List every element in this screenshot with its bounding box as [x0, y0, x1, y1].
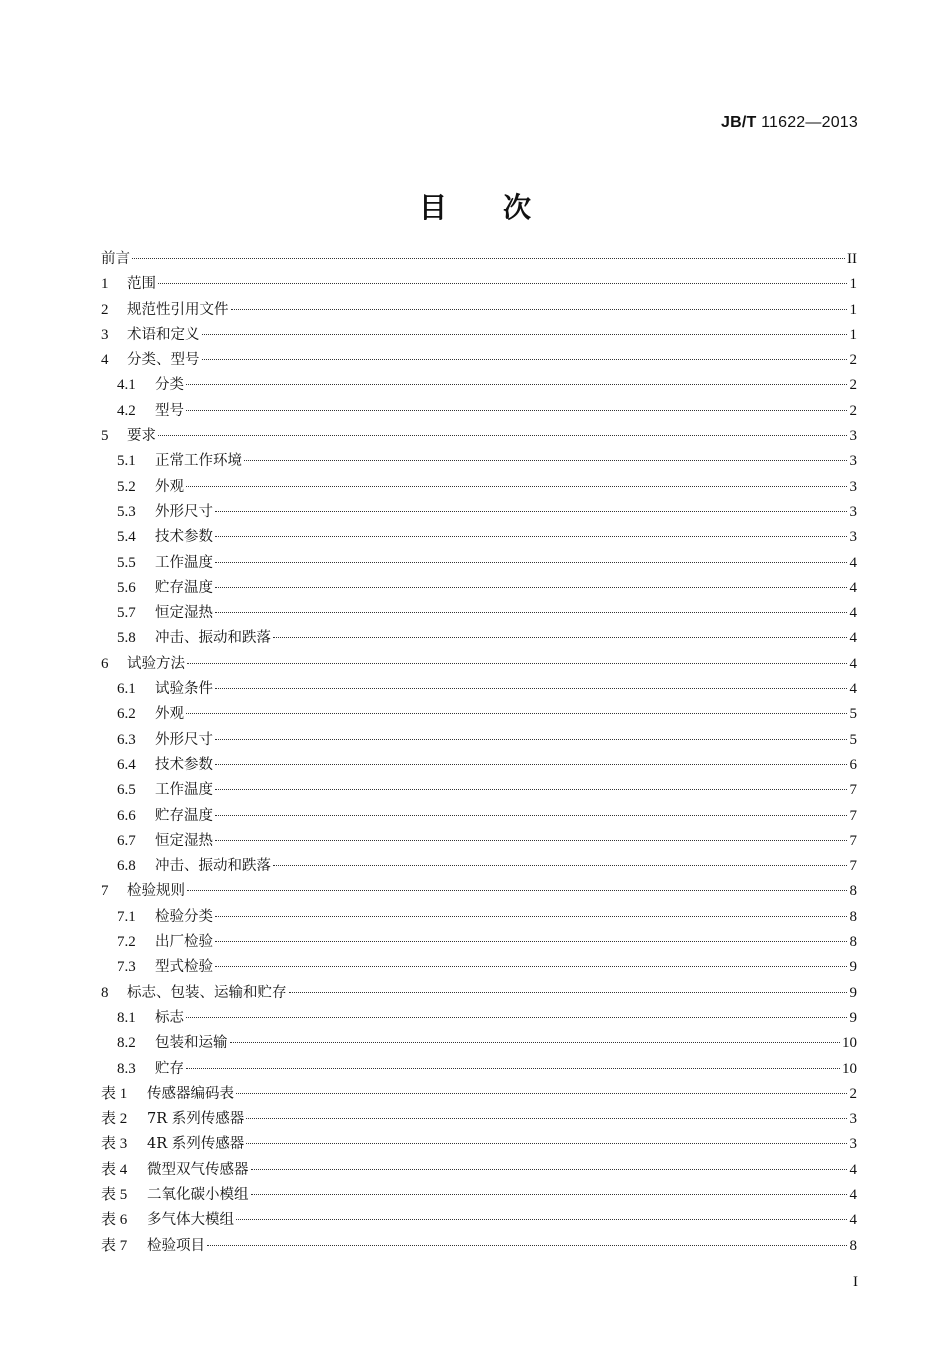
- toc-entry[interactable]: [101, 753, 857, 778]
- toc-entry-page: 3: [849, 428, 857, 445]
- toc-entry-title: 试验方法: [127, 655, 185, 672]
- toc-entry[interactable]: [101, 981, 857, 1006]
- toc-entry-title: 贮存温度: [155, 579, 213, 596]
- toc-entry-number: 1: [101, 276, 109, 293]
- toc-dot-leader: [202, 334, 848, 335]
- toc-entry[interactable]: [101, 677, 857, 702]
- toc-entry-number: 6.3: [117, 731, 136, 748]
- toc-entry-title: 试验条件: [155, 681, 213, 698]
- toc-entry-page: 3: [849, 478, 857, 495]
- toc-dot-leader: [215, 587, 847, 588]
- toc-entry-number: 7.3: [117, 959, 136, 976]
- toc-entry-page: 1: [849, 276, 857, 293]
- toc-entry-page: 8: [849, 1237, 857, 1254]
- toc-entry-title: 贮存温度: [155, 807, 213, 824]
- toc-entry[interactable]: [101, 323, 857, 348]
- toc-entry-number: 表 3: [101, 1136, 128, 1153]
- toc-entry-page: 2: [849, 352, 857, 369]
- toc-entry[interactable]: [101, 424, 857, 449]
- toc-entry-page: 4: [849, 681, 857, 698]
- toc-entry-title: 7R 系列传感器: [147, 1111, 245, 1128]
- toc-entry-title: 要求: [127, 428, 156, 445]
- toc-entry-title: 传感器编码表: [147, 1085, 234, 1102]
- toc-entry-page: 1: [849, 326, 857, 343]
- toc-dot-leader: [236, 1219, 847, 1220]
- page-number: I: [853, 1274, 858, 1290]
- toc-entry-number: 5.5: [117, 554, 136, 571]
- toc-entry-page: 4: [849, 655, 857, 672]
- toc-dot-leader: [215, 966, 847, 967]
- toc-entry[interactable]: [101, 475, 857, 500]
- toc-entry-title: 型号: [155, 402, 184, 419]
- toc-dot-leader: [202, 359, 848, 360]
- toc-entry[interactable]: [101, 728, 857, 753]
- toc-dot-leader: [186, 1017, 847, 1018]
- toc-entry-number: 6.8: [117, 858, 136, 875]
- toc-entry-title: 外形尺寸: [155, 731, 213, 748]
- toc-entry-title: 标志: [155, 1009, 184, 1026]
- toc-entry-number: 表 6: [101, 1212, 128, 1229]
- toc-entry-page: 7: [849, 807, 857, 824]
- toc-entry-number: 表 5: [101, 1186, 128, 1203]
- toc-entry-number: 表 4: [101, 1161, 128, 1178]
- toc-dot-leader: [215, 688, 847, 689]
- toc-entry-title: 贮存: [155, 1060, 184, 1077]
- toc-dot-leader: [186, 410, 847, 411]
- toc-dot-leader: [187, 663, 847, 664]
- toc-entry[interactable]: [101, 449, 857, 474]
- toc-entry-title: 冲击、振动和跌落: [155, 630, 271, 647]
- toc-entry-page: II: [847, 251, 857, 267]
- toc-entry-title: 二氧化碳小模组: [147, 1186, 249, 1203]
- toc-dot-leader: [289, 992, 848, 993]
- toc-entry-number: 8.1: [117, 1009, 136, 1026]
- toc-dot-leader: [215, 511, 847, 512]
- toc-entry[interactable]: [101, 601, 857, 626]
- toc-dot-leader: [244, 460, 847, 461]
- toc-entry-title: 范围: [127, 276, 156, 293]
- toc-entry-title: 工作温度: [155, 782, 213, 799]
- toc-entry-title: 标志、包装、运输和贮存: [127, 984, 287, 1001]
- toc-entry-page: 2: [849, 377, 857, 394]
- toc-entry-title: 术语和定义: [127, 326, 200, 343]
- toc-entry-number: 3: [101, 326, 109, 343]
- toc-dot-leader: [186, 1068, 840, 1069]
- toc-entry-page: 2: [849, 1085, 857, 1102]
- toc-entry[interactable]: [101, 905, 857, 930]
- toc-entry-title: 4R 系列传感器: [147, 1136, 245, 1153]
- toc-dot-leader: [215, 941, 847, 942]
- toc-entry-number: 5.1: [117, 453, 136, 470]
- toc-table-entry[interactable]: [101, 1107, 857, 1132]
- toc-table-entry[interactable]: [101, 1132, 857, 1157]
- toc-entry-number: 6.1: [117, 681, 136, 698]
- toc-dot-leader: [215, 612, 847, 613]
- toc-entry-title: 技术参数: [155, 756, 213, 773]
- toc-entry-page: 8: [849, 908, 857, 925]
- toc-entry-title: 规范性引用文件: [127, 301, 229, 318]
- toc-entry[interactable]: [101, 804, 857, 829]
- toc-entry-title: 正常工作环境: [155, 453, 242, 470]
- toc-entry-page: 3: [849, 1136, 857, 1153]
- toc-entry-page: 4: [849, 554, 857, 571]
- toc-entry-title: 技术参数: [155, 529, 213, 546]
- toc-dot-leader: [230, 1042, 841, 1043]
- toc-entry-page: 4: [849, 1161, 857, 1178]
- toc-entry-title: 多气体大模组: [147, 1212, 234, 1229]
- toc-entry-number: 7: [101, 883, 109, 900]
- toc-dot-leader: [215, 562, 847, 563]
- toc-entry-page: 8: [849, 883, 857, 900]
- toc-dot-leader: [236, 1093, 847, 1094]
- toc-entry[interactable]: [101, 298, 857, 323]
- toc-entry[interactable]: [101, 399, 857, 424]
- toc-entry-page: 8: [849, 934, 857, 951]
- toc-entry-number: 4.1: [117, 377, 136, 394]
- standard-code-prefix: JB/T: [720, 114, 757, 131]
- toc-entry-title: 外形尺寸: [155, 503, 213, 520]
- toc-entry-page: 9: [849, 1009, 857, 1026]
- toc-entry-number: 6.4: [117, 756, 136, 773]
- toc-entry[interactable]: [101, 652, 857, 677]
- toc-entry-title: 工作温度: [155, 554, 213, 571]
- toc-entry[interactable]: [101, 829, 857, 854]
- toc-table-entry[interactable]: [101, 1158, 857, 1183]
- toc-entry-number: 表 1: [101, 1085, 128, 1102]
- toc-entry-page: 9: [849, 959, 857, 976]
- toc-entry-title: 恒定湿热: [155, 605, 213, 622]
- toc-dot-leader: [215, 536, 847, 537]
- toc-entry[interactable]: [101, 373, 857, 398]
- toc-dot-leader: [273, 637, 847, 638]
- toc-entry-number: 5.2: [117, 478, 136, 495]
- toc-dot-leader: [207, 1245, 847, 1246]
- toc-entry-number: 7.1: [117, 908, 136, 925]
- toc-entry-page: 2: [849, 402, 857, 419]
- toc-entry-page: 7: [849, 832, 857, 849]
- toc-entry-number: 8.3: [117, 1060, 136, 1077]
- toc-entry-number: 5.6: [117, 579, 136, 596]
- toc-entry-number: 5.4: [117, 529, 136, 546]
- toc-entry-title: 恒定湿热: [155, 832, 213, 849]
- toc-entry-title: 检验规则: [127, 883, 185, 900]
- toc-entry-title: 包装和运输: [155, 1035, 228, 1052]
- toc-entry-number: 7.2: [117, 934, 136, 951]
- toc-entry-title: 分类: [155, 377, 184, 394]
- toc-entry[interactable]: [101, 879, 857, 904]
- toc-table-entry[interactable]: [101, 1208, 857, 1233]
- toc-entry[interactable]: [101, 551, 857, 576]
- toc-entry-page: 4: [849, 630, 857, 647]
- toc-entry-number: 表 7: [101, 1237, 128, 1254]
- toc-dot-leader: [246, 1118, 847, 1119]
- toc-entry[interactable]: [101, 348, 857, 373]
- toc-dot-leader: [186, 384, 847, 385]
- toc-entry-title: 出厂检验: [155, 934, 213, 951]
- toc-entry[interactable]: [101, 272, 857, 297]
- toc-dot-leader: [187, 890, 847, 891]
- toc-dot-leader: [246, 1143, 847, 1144]
- toc-entry-page: 3: [849, 503, 857, 520]
- toc-dot-leader: [186, 486, 847, 487]
- toc-entry-number: 8: [101, 984, 109, 1001]
- toc-entry-page: 10: [842, 1035, 857, 1052]
- toc-dot-leader: [215, 764, 847, 765]
- toc-entry-page: 4: [849, 1212, 857, 1229]
- toc-entry-page: 7: [849, 858, 857, 875]
- toc-entry-number: 6: [101, 655, 109, 672]
- toc-entry[interactable]: [101, 955, 857, 980]
- toc-entry-number: 4.2: [117, 402, 136, 419]
- toc-entry[interactable]: [101, 500, 857, 525]
- toc-dot-leader: [158, 435, 847, 436]
- toc-entry-number: 5.3: [117, 503, 136, 520]
- toc-entry-number: 2: [101, 301, 109, 318]
- toc-entry-number: 6.5: [117, 782, 136, 799]
- toc-dot-leader: [215, 815, 847, 816]
- standard-code: [721, 114, 858, 132]
- toc-entry-title: 冲击、振动和跌落: [155, 858, 271, 875]
- toc-table-entry[interactable]: [101, 1183, 857, 1208]
- toc-entry-page: 4: [849, 579, 857, 596]
- toc-entry-number: 4: [101, 352, 109, 369]
- toc-entry[interactable]: [101, 576, 857, 601]
- toc-entry-page: 5: [849, 706, 857, 723]
- toc-entry-page: 1: [849, 301, 857, 318]
- toc-entry-page: 4: [849, 1186, 857, 1203]
- standard-code-number: 11622—2013: [756, 114, 858, 131]
- toc-entry-title: 检验分类: [155, 908, 213, 925]
- toc-entry[interactable]: [101, 854, 857, 879]
- toc-dot-leader: [273, 865, 847, 866]
- toc-entry[interactable]: [101, 1006, 857, 1031]
- toc-entry-page: 5: [849, 731, 857, 748]
- toc-dot-leader: [158, 283, 847, 284]
- toc-entry[interactable]: [101, 930, 857, 955]
- toc-entry[interactable]: [101, 778, 857, 803]
- toc-entry[interactable]: [101, 247, 857, 272]
- toc-entry-number: 6.2: [117, 706, 136, 723]
- toc-entry[interactable]: [101, 702, 857, 727]
- toc-entry-title: 前言: [101, 251, 130, 267]
- toc-entry-title: 外观: [155, 706, 184, 723]
- toc-entry-number: 8.2: [117, 1035, 136, 1052]
- toc-entry[interactable]: [101, 1057, 857, 1082]
- toc-dot-leader: [186, 713, 847, 714]
- toc-dot-leader: [251, 1169, 848, 1170]
- toc-entry-page: 7: [849, 782, 857, 799]
- toc-entry-title: 型式检验: [155, 959, 213, 976]
- toc-entry-page: 6: [849, 756, 857, 773]
- toc-entry[interactable]: [101, 626, 857, 651]
- toc-dot-leader: [215, 840, 847, 841]
- toc-entry-title: 外观: [155, 478, 184, 495]
- toc-entry-title: 检验项目: [147, 1237, 205, 1254]
- toc-dot-leader: [215, 789, 847, 790]
- toc-entry-number: 6.7: [117, 832, 136, 849]
- toc-entry-page: 3: [849, 529, 857, 546]
- toc-entry-number: 5.7: [117, 605, 136, 622]
- toc-entry-title: 微型双气传感器: [147, 1161, 249, 1178]
- toc-entry-title: 分类、型号: [127, 352, 200, 369]
- toc-entry-page: 3: [849, 453, 857, 470]
- table-of-contents: [101, 247, 857, 1259]
- toc-dot-leader: [231, 309, 848, 310]
- toc-entry-page: 10: [842, 1060, 857, 1077]
- toc-dot-leader: [251, 1194, 848, 1195]
- toc-entry-page: 4: [849, 605, 857, 622]
- toc-entry-number: 6.6: [117, 807, 136, 824]
- toc-entry[interactable]: [101, 1031, 857, 1056]
- toc-entry-number: 表 2: [101, 1111, 128, 1128]
- toc-entry-number: 5: [101, 428, 109, 445]
- toc-table-entry[interactable]: [101, 1234, 857, 1259]
- toc-dot-leader: [215, 739, 847, 740]
- page-title: 目次: [418, 191, 587, 224]
- toc-dot-leader: [215, 916, 847, 917]
- toc-entry-page: 3: [849, 1111, 857, 1128]
- toc-dot-leader: [132, 258, 845, 259]
- toc-entry-page: 9: [849, 984, 857, 1001]
- toc-entry[interactable]: [101, 525, 857, 550]
- toc-table-entry[interactable]: [101, 1082, 857, 1107]
- toc-entry-number: 5.8: [117, 630, 136, 647]
